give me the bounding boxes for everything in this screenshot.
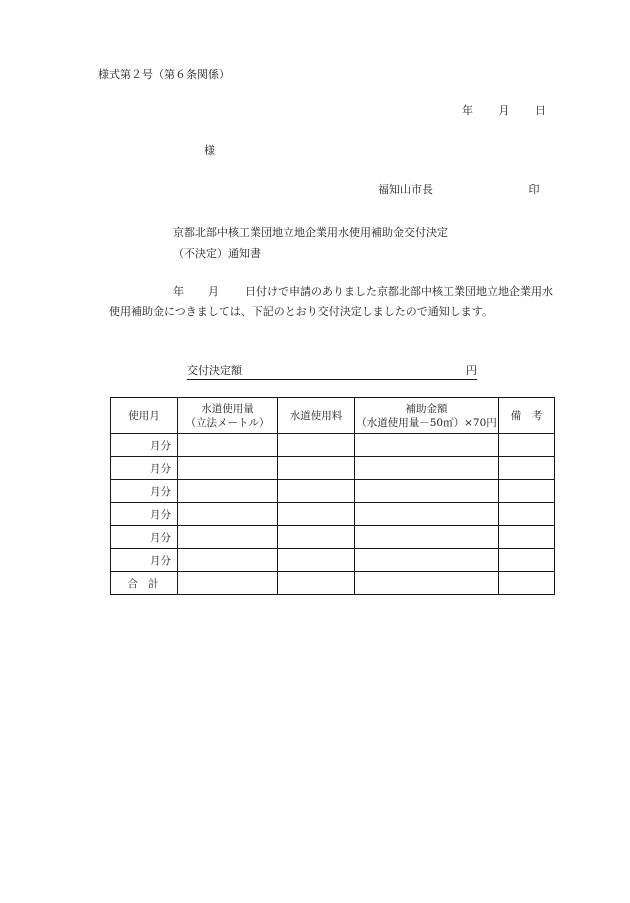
fee-cell[interactable] — [278, 480, 355, 503]
subsidy-cell[interactable] — [355, 526, 499, 549]
fee-cell[interactable] — [278, 434, 355, 457]
date-year: 年 — [462, 104, 473, 117]
subsidy-cell[interactable] — [355, 457, 499, 480]
form-number: 様式第２号（第６条関係） — [98, 68, 230, 81]
volume-cell[interactable] — [178, 434, 278, 457]
header-month: 使用月 — [111, 398, 178, 434]
subsidy-cell[interactable] — [355, 480, 499, 503]
remarks-cell[interactable] — [499, 503, 555, 526]
table-row — [111, 503, 555, 526]
volume-cell[interactable] — [178, 526, 278, 549]
remarks-cell[interactable] — [499, 457, 555, 480]
header-subsidy-line-2: （水道使用量－50㎥）×70円 — [356, 416, 497, 429]
fee-cell[interactable] — [278, 526, 355, 549]
row-month-cell: 月分 — [111, 503, 178, 526]
amount-label: 交付決定額 — [187, 364, 242, 377]
table-row — [111, 549, 555, 572]
date-line — [462, 102, 546, 118]
total-row — [111, 572, 555, 595]
date-month: 月 — [498, 104, 510, 117]
seal-mark: 印 — [528, 183, 540, 196]
body-line-1 — [109, 282, 553, 302]
title-line-2: （不決定）通知書 — [173, 247, 261, 260]
body-year: 年 — [173, 285, 184, 298]
remarks-cell[interactable] — [499, 434, 555, 457]
row-month-cell: 月分 — [111, 457, 178, 480]
body-month: 月 — [208, 285, 219, 298]
header-volume — [178, 398, 278, 434]
total-fee-cell[interactable] — [278, 572, 355, 595]
subsidy-cell[interactable] — [355, 434, 499, 457]
fee-cell[interactable] — [278, 549, 355, 572]
row-month-cell: 月分 — [111, 434, 178, 457]
header-volume-line-1: 水道使用量 — [201, 402, 254, 415]
subsidy-cell[interactable] — [355, 503, 499, 526]
volume-cell[interactable] — [178, 549, 278, 572]
body-text — [109, 282, 553, 322]
volume-cell[interactable] — [178, 503, 278, 526]
table-row — [111, 434, 555, 457]
header-remarks: 備 考 — [499, 398, 555, 434]
header-subsidy — [355, 398, 499, 434]
body-line-2: 使用補助金につきましては、下記のとおり交付決定しましたので通知します。 — [109, 305, 493, 318]
total-volume-cell[interactable] — [178, 572, 278, 595]
amount-unit: 円 — [466, 364, 477, 377]
total-label: 合計 — [111, 572, 178, 595]
header-subsidy-line-1: 補助金額 — [405, 402, 448, 415]
total-remarks-cell[interactable] — [499, 572, 555, 595]
row-month-cell: 月分 — [111, 526, 178, 549]
row-month-cell: 月分 — [111, 549, 178, 572]
table-header-row — [111, 398, 555, 434]
header-fee: 水道使用料 — [278, 398, 355, 434]
remarks-cell[interactable] — [499, 549, 555, 572]
addressee: 様 — [204, 144, 215, 157]
table-row — [111, 457, 555, 480]
row-month-cell: 月分 — [111, 480, 178, 503]
volume-cell[interactable] — [178, 457, 278, 480]
subsidy-cell[interactable] — [355, 549, 499, 572]
volume-cell[interactable] — [178, 480, 278, 503]
header-volume-line-2: （立法メートル） — [185, 416, 270, 429]
remarks-cell[interactable] — [499, 526, 555, 549]
total-subsidy-cell[interactable] — [355, 572, 499, 595]
date-day: 日 — [535, 104, 546, 117]
usage-table — [110, 397, 555, 595]
issuer-name: 福知山市長 — [378, 183, 433, 196]
amount-line — [187, 362, 477, 380]
fee-cell[interactable] — [278, 503, 355, 526]
body-line-1-rest: 日付けで申請のありました京都北部中核工業団地立地企業用水 — [245, 285, 553, 298]
remarks-cell[interactable] — [499, 480, 555, 503]
document-title — [173, 222, 448, 264]
fee-cell[interactable] — [278, 457, 355, 480]
table-row — [111, 480, 555, 503]
issuer — [378, 181, 540, 197]
table-row — [111, 526, 555, 549]
title-line-1: 京都北部中核工業団地立地企業用水使用補助金交付決定 — [173, 226, 448, 239]
